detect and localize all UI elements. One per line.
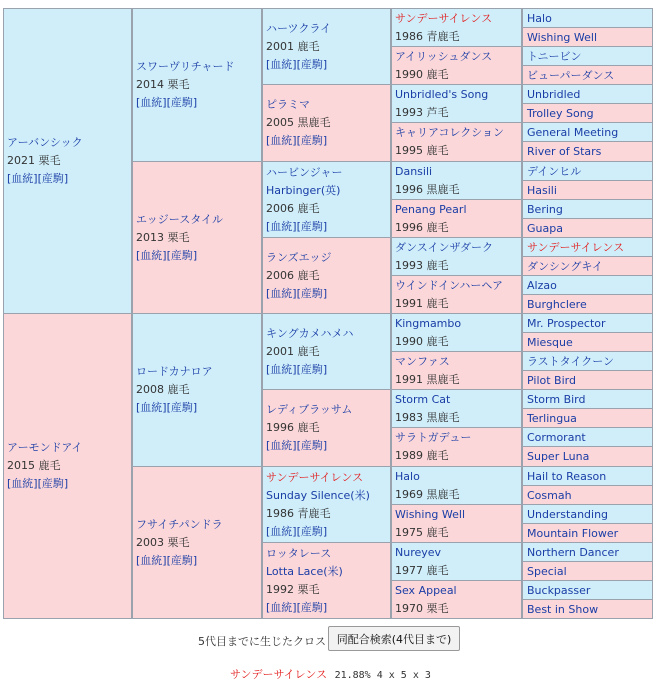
horse-name-link[interactable]: ビューパーダンス — [527, 69, 615, 82]
horse-name-link[interactable]: スワーヴリチャード — [136, 60, 235, 73]
pedigree-cell-gen5 — [522, 580, 653, 600]
pedigree-cell-gen3 — [262, 466, 391, 543]
horse-name-link[interactable]: Northern Dancer — [527, 546, 619, 559]
horse-birth-coat: 1986 青鹿毛 — [266, 506, 331, 520]
horse-name-link[interactable]: ラストタイクーン — [527, 355, 615, 368]
cross-title: 5代目までに生じたクロス — [198, 635, 326, 648]
pedigree-cell-gen4 — [391, 466, 522, 505]
horse-links — [136, 247, 261, 265]
pedigree-cell-gen4 — [391, 199, 522, 238]
horse-name-link[interactable]: Bering — [527, 203, 563, 216]
horse-name-link[interactable]: Buckpasser — [527, 584, 591, 597]
horse-name-link[interactable]: Alzao — [527, 279, 557, 292]
horse-name-link[interactable]: サラトガデュー — [395, 431, 472, 444]
horse-links — [136, 399, 261, 417]
horse-name-link[interactable]: Terlingua — [527, 412, 577, 425]
horse-birth-coat: 1991 鹿毛 — [395, 297, 449, 310]
bloodline-link[interactable]: [血統] — [266, 600, 297, 614]
horse-birth-coat: 1996 鹿毛 — [395, 221, 449, 234]
horse-birth-coat: 1990 鹿毛 — [395, 68, 449, 81]
horse-birth-coat: 1992 栗毛 — [266, 582, 320, 596]
horse-birth-coat: 2013 栗毛 — [136, 230, 190, 244]
pedigree-cell-gen5 — [522, 446, 653, 467]
horse-name-link[interactable]: アーバンシック — [7, 136, 83, 149]
horse-name-link[interactable]: アーモンドアイ — [7, 441, 83, 454]
horse-name-link[interactable]: Dansili — [395, 165, 433, 178]
horse-name-link[interactable]: Special — [527, 565, 567, 578]
pedigree-cell-gen4 — [391, 427, 522, 467]
horse-birth-coat: 1991 黒鹿毛 — [395, 373, 460, 386]
pedigree-cell-gen4 — [391, 46, 522, 85]
bloodline-link[interactable]: [血統] — [266, 134, 297, 147]
pedigree-cell-gen5 — [522, 8, 653, 28]
horse-birth-coat: 1975 鹿毛 — [395, 526, 449, 539]
pedigree-cell-gen4 — [391, 237, 522, 276]
horse-name-link[interactable]: キングカメハメハ — [266, 326, 354, 340]
progeny-link[interactable]: [産駒] — [296, 134, 328, 147]
horse-birth-coat: 2001 鹿毛 — [266, 344, 320, 358]
pedigree-cell-gen5 — [522, 256, 653, 276]
horse-name-link[interactable]: Wishing Well — [395, 508, 466, 521]
pedigree-cell-gen2 — [132, 161, 262, 314]
pedigree-cell-gen1 — [3, 8, 132, 314]
progeny-link[interactable]: [産駒] — [296, 57, 328, 71]
horse-links — [266, 599, 390, 617]
horse-name-link[interactable]: ロードカナロア — [136, 365, 213, 378]
pedigree-cell-gen4 — [391, 351, 522, 390]
pedigree-cell-gen4 — [391, 161, 522, 200]
horse-links — [266, 56, 390, 74]
pedigree-cell-gen5 — [522, 599, 653, 619]
horse-links — [266, 132, 390, 150]
progeny-link[interactable]: [産駒] — [166, 96, 198, 109]
horse-birth-coat: 1970 栗毛 — [395, 602, 449, 615]
pedigree-cell-gen5 — [522, 122, 653, 142]
pedigree-cell-gen5 — [522, 351, 653, 371]
bloodline-link[interactable]: [血統] — [266, 57, 297, 71]
cross-value: 21.88% 4 x 5 x 3 — [334, 670, 431, 681]
horse-name-link[interactable]: トニービン — [527, 50, 582, 63]
progeny-link[interactable]: [産駒] — [166, 248, 198, 262]
horse-name-link[interactable]: Hasili — [527, 184, 557, 197]
pedigree-cell-gen5 — [522, 485, 653, 505]
bloodline-link[interactable]: [血統] — [266, 219, 297, 233]
pedigree-cell-gen1 — [3, 313, 132, 619]
horse-links — [7, 475, 131, 493]
horse-name-link[interactable]: Cosmah — [527, 489, 572, 502]
horse-birth-coat: 1986 青鹿毛 — [395, 30, 460, 43]
pedigree-cell-gen5 — [522, 275, 653, 295]
horse-name-link[interactable]: General Meeting — [527, 126, 619, 139]
horse-birth-coat: 1969 黒鹿毛 — [395, 488, 460, 501]
horse-name-link[interactable]: Penang Pearl — [395, 203, 467, 216]
horse-links — [266, 218, 390, 236]
progeny-link[interactable]: [産駒] — [296, 362, 328, 376]
progeny-link[interactable]: [産駒] — [296, 524, 328, 538]
bloodline-link[interactable]: [血統] — [136, 553, 167, 567]
horse-name-link[interactable]: Kingmambo — [395, 317, 462, 330]
horse-links — [136, 552, 261, 570]
horse-name-link[interactable]: Pilot Bird — [527, 374, 576, 387]
progeny-link[interactable]: [産駒] — [296, 219, 328, 233]
horse-links — [266, 523, 390, 541]
pedigree-cell-gen5 — [522, 370, 653, 390]
horse-name-link[interactable]: Best in Show — [527, 603, 599, 616]
pedigree-cell-gen5 — [522, 84, 653, 104]
pedigree-cell-gen3 — [262, 237, 391, 314]
bloodline-link[interactable]: [血統] — [266, 362, 297, 376]
horse-name-link[interactable]: アイリッシュダンス — [395, 50, 493, 63]
horse-name-link[interactable]: レディブラッサム — [266, 403, 353, 416]
pedigree-cell-gen5 — [522, 65, 653, 85]
horse-name-link[interactable]: ハーツクライ — [266, 21, 332, 35]
horse-birth-coat: 2014 栗毛 — [136, 78, 190, 91]
horse-alt-name-link[interactable]: Lotta Lace(米) — [266, 564, 343, 578]
horse-birth-coat: 2003 栗毛 — [136, 535, 190, 549]
cross-item — [230, 666, 431, 682]
horse-name-link[interactable]: ダンシングキイ — [527, 260, 603, 273]
bloodline-link[interactable]: [血統] — [266, 439, 297, 452]
horse-name-link[interactable]: デインヒル — [527, 165, 582, 178]
pedigree-cell-gen2 — [132, 466, 262, 619]
progeny-link[interactable]: [産駒] — [296, 600, 328, 614]
bloodline-link[interactable]: [血統] — [266, 286, 297, 300]
horse-name-link[interactable]: キャリアコレクション — [395, 126, 505, 139]
horse-name-link[interactable]: Trolley Song — [527, 107, 594, 120]
horse-name-link[interactable]: フサイチパンドラ — [136, 517, 223, 531]
horse-birth-coat: 1989 鹿毛 — [395, 449, 449, 462]
pedigree-cell-gen5 — [522, 180, 653, 200]
pedigree-cell-gen5 — [522, 313, 653, 333]
pedigree-cell-gen5 — [522, 561, 653, 581]
pedigree-cell-gen4 — [391, 580, 522, 619]
horse-alt-name-link[interactable]: Harbinger(英) — [266, 183, 341, 197]
horse-birth-coat: 1993 鹿毛 — [395, 259, 449, 272]
pedigree-cell-gen5 — [522, 427, 653, 447]
bloodline-link[interactable]: [血統] — [136, 248, 167, 262]
progeny-link[interactable]: [産駒] — [37, 172, 69, 185]
pedigree-cell-gen2 — [132, 313, 262, 467]
cross-horse-link[interactable]: サンデーサイレンス — [230, 668, 328, 681]
bloodline-link[interactable]: [血統] — [136, 401, 167, 414]
pedigree-cell-gen4 — [391, 84, 522, 123]
pedigree-cell-gen3 — [262, 313, 391, 390]
horse-name-link[interactable]: Hail to Reason — [527, 470, 607, 483]
horse-links — [266, 361, 390, 379]
horse-links — [7, 170, 131, 188]
horse-name-link[interactable]: エッジースタイル — [136, 212, 224, 226]
horse-birth-coat: 1977 鹿毛 — [395, 564, 449, 577]
horse-birth-coat: 2006 鹿毛 — [266, 201, 320, 215]
pedigree-cell-gen2 — [132, 8, 262, 162]
horse-name-link[interactable]: サンデーサイレンス — [266, 470, 364, 484]
horse-name-link[interactable]: Miesque — [527, 336, 573, 349]
progeny-link[interactable]: [産駒] — [166, 401, 198, 414]
horse-name-link[interactable]: Cormorant — [527, 431, 586, 444]
pedigree-cell-gen4 — [391, 275, 522, 314]
pedigree-cell-gen5 — [522, 103, 653, 123]
horse-name-link[interactable]: サンデーサイレンス — [527, 241, 625, 254]
bloodline-link[interactable]: [血統] — [266, 524, 297, 538]
pedigree-cell-gen5 — [522, 542, 653, 562]
horse-alt-name-link[interactable]: Sunday Silence(米) — [266, 488, 370, 502]
horse-name-link[interactable]: Super Luna — [527, 450, 590, 463]
pedigree-cell-gen5 — [522, 199, 653, 219]
horse-links — [136, 94, 261, 112]
pedigree-cell-gen5 — [522, 332, 653, 352]
horse-birth-coat: 2008 鹿毛 — [136, 383, 190, 396]
horse-birth-coat: 1990 鹿毛 — [395, 335, 449, 348]
horse-name-link[interactable]: ハービンジャー — [266, 165, 343, 179]
horse-name-link[interactable]: Wishing Well — [527, 31, 598, 44]
horse-name-link[interactable]: Halo — [527, 12, 552, 25]
horse-name-link[interactable]: Halo — [395, 470, 420, 483]
pedigree-cell-gen4 — [391, 122, 522, 162]
horse-birth-coat: 2001 鹿毛 — [266, 39, 320, 53]
horse-name-link[interactable]: ダンスインザダーク — [395, 241, 494, 254]
progeny-link[interactable]: [産駒] — [296, 439, 328, 452]
pedigree-cell-gen5 — [522, 466, 653, 486]
pedigree-cell-gen4 — [391, 504, 522, 543]
horse-name-link[interactable]: Storm Cat — [395, 393, 451, 406]
progeny-link[interactable]: [産駒] — [166, 553, 198, 567]
bloodline-link[interactable]: [血統] — [7, 172, 38, 185]
horse-name-link[interactable]: ロッタレース — [266, 546, 332, 560]
horse-name-link[interactable]: ピラミマ — [266, 98, 310, 111]
cross-section — [0, 626, 658, 681]
pedigree-cell-gen5 — [522, 161, 653, 181]
horse-birth-coat: 1993 芦毛 — [395, 106, 449, 119]
bloodline-link[interactable]: [血統] — [136, 96, 167, 109]
pedigree-cell-gen5 — [522, 523, 653, 543]
bloodline-link[interactable]: [血統] — [7, 477, 38, 490]
progeny-link[interactable]: [産駒] — [37, 477, 69, 490]
pedigree-cell-gen5 — [522, 504, 653, 524]
similar-pedigree-search-button[interactable]: 同配合検索(4代目まで) — [328, 626, 460, 651]
horse-birth-coat: 1983 黒鹿毛 — [395, 411, 460, 424]
horse-name-link[interactable]: ランズエッジ — [266, 250, 332, 264]
pedigree-cell-gen4 — [391, 8, 522, 47]
horse-name-link[interactable]: River of Stars — [527, 145, 602, 158]
horse-birth-coat: 2005 黒鹿毛 — [266, 116, 331, 129]
horse-name-link[interactable]: Understanding — [527, 508, 609, 521]
horse-name-link[interactable]: ウインドインハーヘア — [395, 279, 504, 292]
pedigree-cell-gen3 — [262, 8, 391, 85]
pedigree-cell-gen5 — [522, 141, 653, 162]
pedigree-cell-gen5 — [522, 218, 653, 238]
horse-birth-coat: 2006 鹿毛 — [266, 268, 320, 282]
pedigree-cell-gen5 — [522, 389, 653, 409]
pedigree-cell-gen4 — [391, 542, 522, 581]
pedigree-cell-gen5 — [522, 237, 653, 257]
horse-name-link[interactable]: Unbridled — [527, 88, 581, 101]
horse-birth-coat: 1996 黒鹿毛 — [395, 183, 460, 196]
horse-name-link[interactable]: Mr. Prospector — [527, 317, 606, 330]
pedigree-cell-gen4 — [391, 389, 522, 428]
progeny-link[interactable]: [産駒] — [296, 286, 328, 300]
pedigree-cell-gen5 — [522, 27, 653, 47]
horse-birth-coat: 1996 鹿毛 — [266, 421, 320, 434]
pedigree-cell-gen5 — [522, 408, 653, 428]
horse-birth-coat: 1995 鹿毛 — [395, 144, 449, 157]
horse-name-link[interactable]: Guapa — [527, 222, 563, 235]
pedigree-cell-gen3 — [262, 84, 391, 162]
horse-name-link[interactable]: マンファス — [395, 355, 450, 368]
pedigree-table — [3, 8, 653, 618]
horse-name-link[interactable]: Unbridled's Song — [395, 88, 489, 101]
pedigree-cell-gen3 — [262, 161, 391, 238]
horse-name-link[interactable]: Sex Appeal — [395, 584, 457, 597]
pedigree-cell-gen3 — [262, 542, 391, 619]
pedigree-cell-gen4 — [391, 313, 522, 352]
pedigree-cell-gen5 — [522, 46, 653, 66]
horse-name-link[interactable]: Mountain Flower — [527, 527, 619, 540]
horse-links — [266, 437, 390, 455]
horse-name-link[interactable]: Nureyev — [395, 546, 442, 559]
pedigree-cell-gen5 — [522, 294, 653, 314]
horse-name-link[interactable]: Storm Bird — [527, 393, 586, 406]
horse-name-link[interactable]: サンデーサイレンス — [395, 12, 493, 25]
horse-links — [266, 285, 390, 303]
horse-birth-coat: 2015 鹿毛 — [7, 459, 61, 472]
horse-name-link[interactable]: Burghclere — [527, 298, 587, 311]
pedigree-cell-gen3 — [262, 389, 391, 467]
horse-birth-coat: 2021 栗毛 — [7, 154, 61, 167]
